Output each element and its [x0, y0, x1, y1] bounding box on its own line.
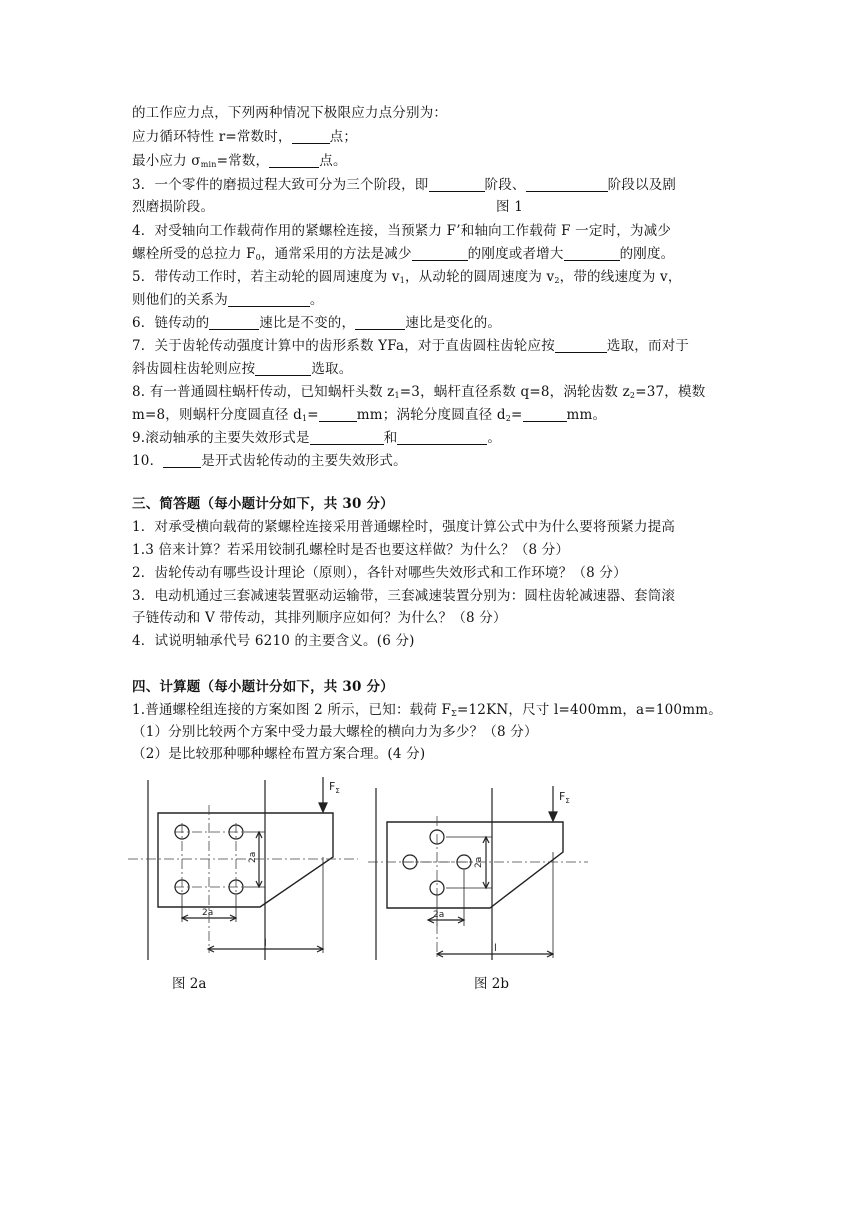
- section-3-q2: 2．齿轮传动有哪些设计理论（原则），各针对哪些失效形式和工作环境？（8 分）: [132, 565, 627, 581]
- blank[interactable]: [255, 361, 311, 376]
- dim-label-2a: 2a: [202, 908, 214, 918]
- blank[interactable]: [319, 407, 357, 422]
- question-5: 5．带传动工作时，若主动轮的圆周速度为 $v_1$，从动轮的圆周速度为 $v_2$，带的线速度为 v，: [132, 269, 682, 285]
- blank[interactable]: [292, 129, 330, 144]
- blank[interactable]: [310, 430, 384, 445]
- dim-label-a: 2a: [474, 856, 484, 868]
- question-4: 4．对受轴向工作载荷作用的紧螺栓连接，当预紧力 F’和轴向工作载荷 F 一定时，为减少: [132, 223, 672, 239]
- blank[interactable]: [526, 177, 608, 192]
- figure-2a-drawing: [128, 775, 368, 975]
- text-line: 的工作应力点，下列两种情况下极限应力点分别为：: [132, 105, 448, 121]
- question-5-cont: 则他们的关系为 。: [132, 292, 324, 308]
- section-4-q1: 1.普通螺栓组连接的方案如图 2 所示，已知：载荷 $F_\Sigma=12KN$，尺寸 l=400mm，a=100mm。: [132, 702, 722, 718]
- section-4-title: 四、计算题（每小题计分如下，共 30 分）: [132, 679, 394, 695]
- blank[interactable]: [163, 453, 201, 468]
- question-6: 6．链传动的 速比是不变的， 速比是变化的。: [132, 315, 502, 331]
- dim-label-l: l: [264, 938, 267, 949]
- question-7: 7．关于齿轮传动强度计算中的齿形系数 YFa，对于直齿圆柱齿轮应按 选取，而对于: [132, 338, 690, 354]
- section-3-title: 三、简答题（每小题计分如下，共 30 分）: [132, 496, 394, 512]
- question-7-cont: 斜齿圆柱齿轮则应按 选取。: [132, 361, 353, 377]
- blank[interactable]: [412, 246, 468, 261]
- blank[interactable]: [209, 315, 259, 330]
- question-blank-line: 最小应力 $\sigma_{min}=$常数， 点。: [132, 153, 347, 169]
- section-4-q1-part2: （2）是比较那种哪种螺栓布置方案合理。(4 分): [132, 746, 426, 762]
- question-4-cont: 螺栓所受的总拉力 $F_0$，通常采用的方法是减少 的刚度或者增大 的刚度。: [132, 246, 675, 262]
- question-blank-line: 应力循环特性 r=常数时， 点；: [132, 129, 358, 145]
- blank[interactable]: [397, 430, 487, 445]
- blank[interactable]: [355, 315, 405, 330]
- dim-label-l: l: [494, 943, 497, 954]
- figure-1-caption: 图 1: [496, 199, 523, 215]
- force-label: $F_\Sigma$: [559, 790, 570, 805]
- section-4-q1-part1: （1）分别比较两个方案中受力最大螺栓的横向力为多少？（8 分）: [132, 724, 538, 740]
- section-3-q3-cont: 子链传动和 V 带传动，其排列顺序应如何？为什么？（8 分）: [132, 610, 507, 626]
- blank[interactable]: [564, 246, 620, 261]
- section-3-q1: 1．对承受横向载荷的紧螺栓连接采用普通螺栓时，强度计算公式中为什么要将预紧力提高: [132, 519, 676, 535]
- blank[interactable]: [429, 177, 485, 192]
- blank[interactable]: [228, 292, 310, 307]
- section-3-q3: 3．电动机通过三套减速装置驱动运输带，三套减速装置分别为：圆柱齿轮减速器、套筒滚: [132, 588, 676, 604]
- blank[interactable]: [269, 153, 319, 168]
- question-3: 3．一个零件的磨损过程大致可分为三个阶段，即 阶段、 阶段以及剧: [132, 177, 677, 193]
- blank[interactable]: [523, 407, 567, 422]
- dim-label-a: 2a: [248, 851, 258, 863]
- blank[interactable]: [555, 338, 607, 353]
- question-3-cont: 烈磨损阶段。: [132, 199, 215, 215]
- question-10: 10． 是开式齿轮传动的主要失效形式。: [132, 453, 407, 469]
- section-3-q1-cont: 1.3 倍来计算？若采用铰制孔螺栓时是否也要这样做？为什么？（8 分）: [132, 542, 570, 558]
- figure-2a-caption: 图 2a: [172, 976, 207, 992]
- question-9: 9.滚动轴承的主要失效形式是 和 。: [132, 430, 502, 446]
- section-3-q4: 4．试说明轴承代号 6210 的主要含义。(6 分): [132, 633, 415, 649]
- figure-2b-drawing: [368, 780, 608, 975]
- question-8-cont: m=8，则蜗杆分度圆直径 $d_1=$ mm；涡轮分度圆直径 $d_2=$ mm。: [132, 407, 607, 423]
- force-label: $F_\Sigma$: [329, 780, 340, 795]
- question-8: 8. 有一普通圆柱蜗杆传动，已知蜗杆头数 $z_1=3$，蜗杆直径系数 q=8，涡轮齿数 $z_2=37$，模数: [132, 384, 706, 400]
- dim-label-2a: 2a: [433, 910, 445, 920]
- figure-2b-caption: 图 2b: [474, 976, 510, 992]
